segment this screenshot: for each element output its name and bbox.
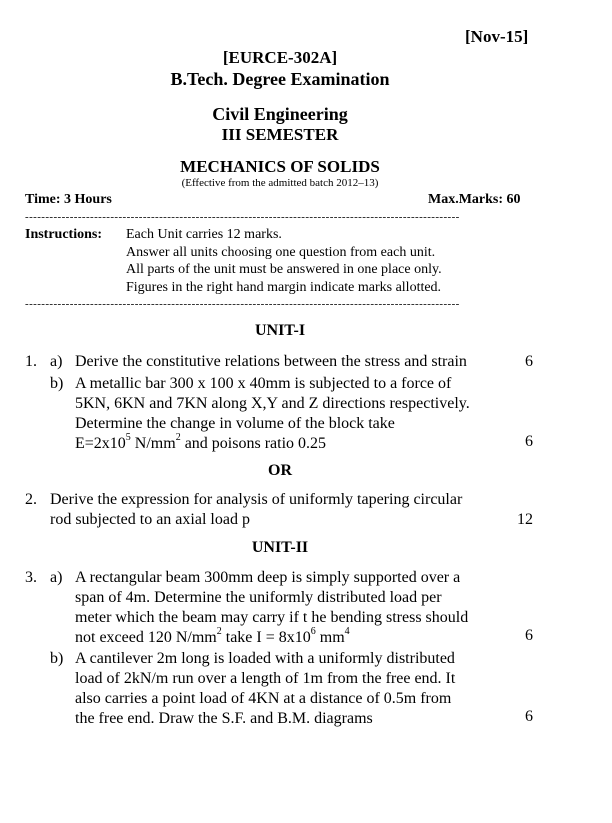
q3b-line: A cantilever 2m long is loaded with a uniformly distributed (75, 650, 455, 667)
q1a-label: a) (50, 353, 63, 370)
q1b-text-part: and poisons ratio 0.25 (180, 435, 327, 452)
q1a-text: Derive the constitutive relations between the stress and strain (75, 353, 467, 370)
date-code: [Nov-15] (465, 27, 529, 46)
q3a-superscript: 4 (344, 625, 350, 637)
q1b-superscript: 5 (125, 431, 131, 443)
q3a-label: a) (50, 569, 63, 586)
divider-bottom: ----------------------------------------------------------------------------------------------------------- (25, 298, 460, 310)
or-separator: OR (268, 462, 292, 479)
paper-code: [EURCE-302A] (222, 48, 338, 67)
exam-time: Time: 3 Hours (25, 192, 112, 207)
q3a-line (75, 625, 468, 648)
instruction-line: Figures in the right hand margin indicate marks allotted. (126, 279, 442, 295)
q1b-superscript: 2 (175, 431, 181, 443)
instruction-line: All parts of the unit must be answered in one place only. (126, 262, 442, 277)
subject-title: MECHANICS OF SOLIDS (180, 157, 380, 176)
q3b-line: the free end. Draw the S.F. and B.M. diagrams (75, 710, 373, 727)
q1b-text-part: E=2x10 (75, 435, 126, 452)
q3a-superscript: 6 (310, 625, 316, 637)
q3a-line: meter which the beam may carry if t he bending stress should (75, 609, 469, 626)
q3a-superscript: 2 (216, 625, 222, 637)
q3a-line: A rectangular beam 300mm deep is simply supported over a (75, 569, 461, 586)
divider-top: ----------------------------------------------------------------------------------------------------------- (25, 211, 460, 223)
q1b-label: b) (50, 375, 64, 392)
q1b-text-part: N/mm (130, 435, 176, 452)
q3b-label: b) (50, 650, 64, 667)
unit-1-title: UNIT-I (254, 322, 306, 339)
q3b-text (75, 649, 455, 729)
max-marks: Max.Marks: 60 (428, 192, 521, 207)
q2-line: rod subjected to an axial load p (50, 511, 250, 528)
instruction-line: Each Unit carries 12 marks. (126, 227, 282, 242)
q3a-text-part: take I = 8x10 (221, 629, 311, 646)
instructions-list (126, 226, 442, 296)
q1b-text (75, 374, 470, 454)
q3b-marks: 6 (525, 708, 533, 725)
q3a-line: span of 4m. Determine the uniformly distributed load per (75, 589, 442, 606)
degree-title: B.Tech. Degree Examination (170, 69, 390, 89)
q3a-text-part: mm (315, 629, 345, 646)
instructions-label: Instructions: (25, 227, 103, 242)
q1-number: 1. (25, 353, 37, 370)
q2-marks: 12 (517, 511, 533, 528)
q3b-line: load of 2kN/m run over a length of 1m from the free end. It (75, 670, 456, 687)
q3a-text (75, 568, 468, 648)
semester-title: III SEMESTER (221, 125, 339, 144)
effective-note: (Effective from the admitted batch 2012–13) (181, 177, 379, 189)
q3a-marks: 6 (525, 627, 533, 644)
branch-title: Civil Engineering (212, 104, 348, 124)
q1b-line (75, 431, 470, 454)
q3b-line: also carries a point load of 4KN at a distance of 0.5m from (75, 690, 452, 707)
q1a-marks: 6 (525, 353, 533, 370)
q2-number: 2. (25, 491, 37, 508)
instruction-line: Answer all units choosing one question from each unit. (126, 244, 436, 260)
q1b-line: A metallic bar 300 x 100 x 40mm is subjected to a force of (75, 375, 452, 392)
q2-line: Derive the expression for analysis of uniformly tapering circular (50, 491, 463, 508)
q1b-line: 5KN, 6KN and 7KN along X,Y and Z directions respectively. (75, 395, 470, 412)
q3a-text-part: not exceed 120 N/mm (75, 629, 217, 646)
q3-number: 3. (25, 569, 37, 586)
q1b-line: Determine the change in volume of the block take (75, 415, 395, 432)
q2-text (50, 490, 462, 530)
q1b-marks: 6 (525, 433, 533, 450)
unit-2-title: UNIT-II (251, 539, 309, 556)
